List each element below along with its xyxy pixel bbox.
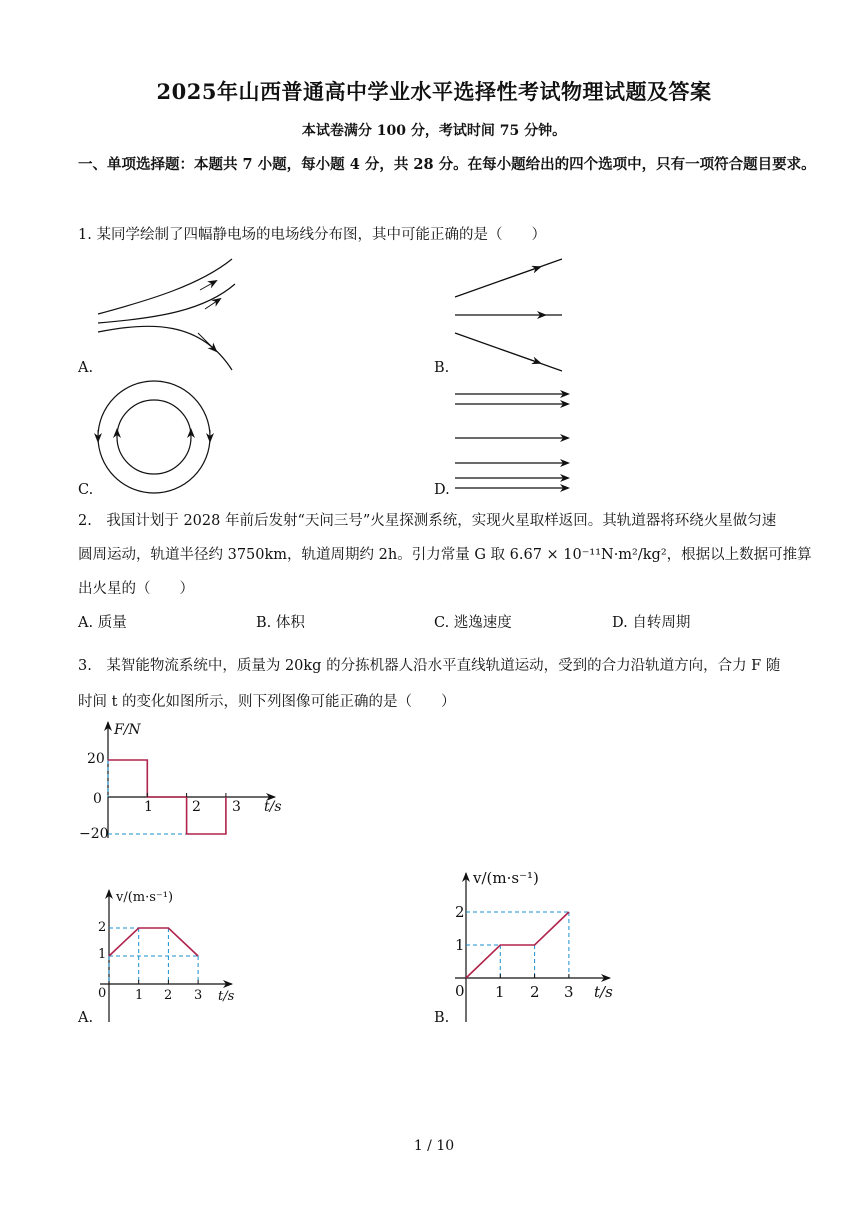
q2-option-d: D. 自转周期 [612, 615, 691, 631]
option-c-label: C. [78, 482, 94, 498]
question-1-text: 1. 某同学绘制了四幅静电场的电场线分布图，其中可能正确的是（ ） [78, 227, 546, 243]
question-2-line1: 2. 我国计划于 2028 年前后发射“天问三号”火星探测系统，实现火星取样返回。其轨道器将环绕火星做匀速 [78, 513, 777, 529]
graph-f-ytick-neg20: −20 [79, 826, 109, 842]
graph-f-xtick-2: 2 [192, 799, 201, 815]
graph-b-ytick-2: 2 [455, 903, 465, 921]
question-3-line1: 3. 某智能物流系统中，质量为 20kg 的分拣机器人沿水平直线轨道运动，受到的合力沿轨道方向，合力 F 随 [78, 658, 781, 674]
graph-a-option-label: A. [78, 1010, 94, 1026]
graph-f-ylabel: F/N [114, 722, 141, 738]
graph-b-ytick-1: 1 [455, 936, 465, 954]
graph-b-xtick-1: 1 [495, 983, 505, 1001]
graph-b-xtick-2: 2 [530, 983, 540, 1001]
graph-f-xlabel: t/s [264, 799, 282, 815]
graph-a-ytick-2: 2 [98, 920, 107, 935]
page-number: 1 / 10 [413, 1138, 455, 1154]
option-b-label: B. [434, 360, 450, 376]
q2-option-b: B. 体积 [256, 615, 305, 631]
option-a-label: A. [78, 360, 94, 376]
graph-f-ytick-20: 20 [87, 751, 105, 767]
option-d-label: D. [434, 482, 450, 498]
page-title: 2025年山西普通高中学业水平选择性考试物理试题及答案 [156, 79, 712, 104]
q2-option-c: C. 逃逸速度 [434, 615, 512, 631]
section-heading: 一、单项选择题：本题共 7 小题，每小题 4 分，共 28 分。在每小题给出的四个选项中，只有一项符合题目要求。 [78, 156, 816, 173]
graph-f-xtick-3: 3 [232, 799, 241, 815]
graph-a-xlabel: t/s [218, 989, 235, 1004]
graph-b-xtick-3: 3 [564, 983, 574, 1001]
graph-f-xtick-1: 1 [144, 799, 153, 815]
question-2-line2: 圆周运动，轨道半径约 3750km，轨道周期约 2h。引力常量 G 取 6.67 × 10⁻¹¹N·m²/kg²，根据以上数据可推算 [78, 547, 812, 563]
graph-a-xtick-2: 2 [164, 988, 173, 1003]
graph-a-ytick-1: 1 [98, 947, 107, 962]
question-2-line3: 出火星的（ ） [78, 581, 194, 597]
graph-b-xlabel: t/s [594, 983, 613, 1001]
graph-a-ytick-0: 0 [98, 986, 107, 1001]
graph-f-ytick-0: 0 [93, 791, 102, 807]
graph-a-ylabel: v/(m·s⁻¹) [116, 890, 174, 905]
graph-b-ytick-0: 0 [455, 982, 465, 1000]
question-3-line2: 时间 t 的变化如图所示，则下列图像可能正确的是（ ） [78, 694, 456, 710]
graph-a-xtick-3: 3 [194, 988, 203, 1003]
graph-b-ylabel: v/(m·s⁻¹) [473, 869, 539, 887]
graph-a-xtick-1: 1 [135, 988, 144, 1003]
graph-b-option-label: B. [434, 1010, 450, 1026]
exam-info: 本试卷满分 100 分，考试时间 75 分钟。 [301, 123, 567, 139]
q2-option-a: A. 质量 [78, 615, 127, 631]
